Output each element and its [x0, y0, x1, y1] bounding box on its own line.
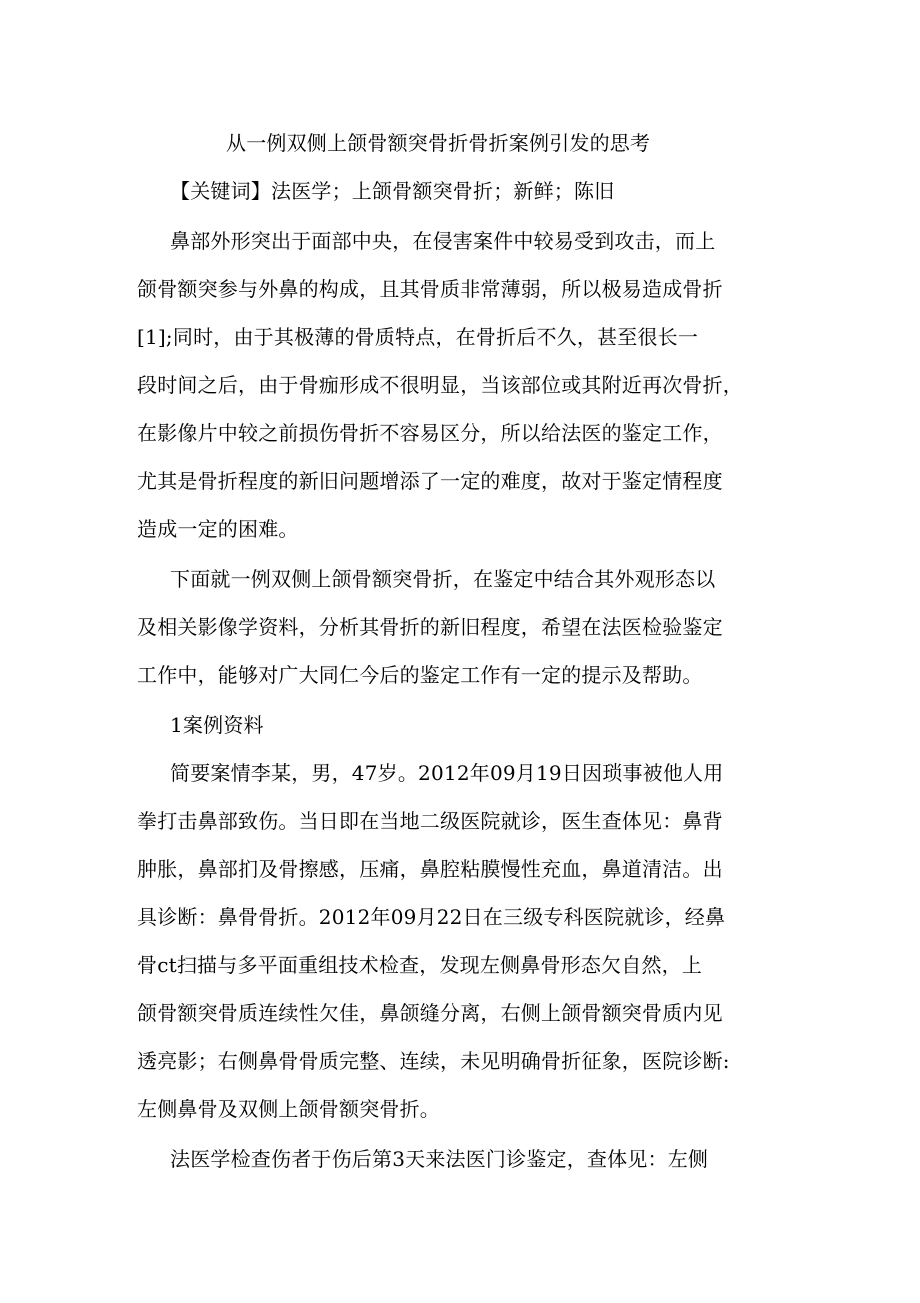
paragraph-4-line-1: 法医学检查伤者于伤后第3天来法医门诊鉴定，查体见：左侧 — [170, 1147, 709, 1171]
paragraph-3-line-1: 简要案情李某，男，47岁。2012年09月19日因琐事被他人用 — [170, 761, 724, 785]
paragraph-1-line-1: 鼻部外形突出于面部中央，在侵害案件中较易受到攻击，而上 — [170, 229, 716, 253]
paragraph-1-line-2: 颌骨额突参与外鼻的构成，且其骨质非常薄弱，所以极易造成骨折 — [137, 277, 723, 301]
section-heading: 1案例资料 — [170, 713, 264, 737]
paragraph-3-line-3: 肿胀，鼻部扪及骨擦感，压痛，鼻腔粘膜慢性充血，鼻道清洁。出 — [137, 857, 723, 881]
paragraph-1-line-7: 造成一定的困难。 — [137, 517, 299, 541]
keywords-line: 【关键词】法医学；上颌骨额突骨折；新鲜；陈旧 — [170, 179, 615, 203]
paragraph-3-line-7: 透亮影；右侧鼻骨骨质完整、连续，未见明确骨折征象，医院诊断: — [137, 1049, 730, 1073]
paragraph-3-line-2: 拳打击鼻部致伤。当日即在当地二级医院就诊，医生查体见：鼻背 — [137, 809, 723, 833]
paragraph-3-line-8: 左侧鼻骨及双侧上颌骨额突骨折。 — [137, 1097, 440, 1121]
paragraph-2-line-2: 及相关影像学资料，分析其骨折的新旧程度，希望在法医检验鉴定 — [137, 615, 723, 639]
paragraph-3-line-6: 颌骨额突骨质连续性欠佳，鼻颌缝分离，右侧上颌骨额突骨质内见 — [137, 1001, 723, 1025]
paragraph-1-line-5: 在影像片中较之前损伤骨折不容易区分，所以给法医的鉴定工作， — [137, 421, 723, 445]
paragraph-3-line-4: 具诊断：鼻骨骨折。2012年09月22日在三级专科医院就诊，经鼻 — [137, 905, 726, 929]
paragraph-1-line-3: [1];同时，由于其极薄的骨质特点，在骨折后不久，甚至很长一 — [137, 325, 699, 349]
paragraph-3-line-5: 骨ct扫描与多平面重组技术检查，发现左侧鼻骨形态欠自然，上 — [137, 953, 703, 977]
paragraph-2-line-3: 工作中，能够对广大同仁今后的鉴定工作有一定的提示及帮助。 — [137, 663, 703, 687]
document-title: 从一例双侧上颌骨额突骨折骨折案例引发的思考 — [226, 131, 651, 155]
paragraph-1-line-6: 尤其是骨折程度的新旧问题增添了一定的难度，故对于鉴定情程度 — [137, 469, 723, 493]
paragraph-2-line-1: 下面就一例双侧上颌骨额突骨折，在鉴定中结合其外观形态以 — [170, 567, 716, 591]
paragraph-1-line-4: 段时间之后，由于骨痂形成不很明显，当该部位或其附近再次骨折， — [137, 373, 743, 397]
